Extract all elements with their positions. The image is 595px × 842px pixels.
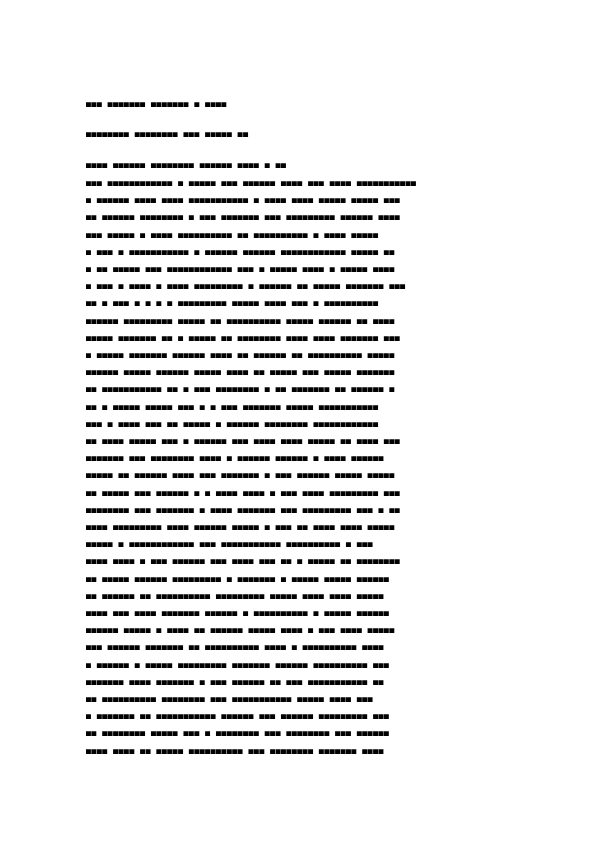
body-line: ▄ ▄▄▄ ▄ ▄▄▄▄▄▄▄▄▄▄▄ ▄ ▄▄▄▄▄▄ ▄▄▄▄▄▄ ▄▄▄▄▄▄▄▄▄▄▄▄ ▄▄▄▄▄ ▄▄	[86, 246, 395, 255]
body-line: ▄▄▄ ▄▄▄▄▄▄ ▄▄▄▄▄▄▄ ▄▄ ▄▄▄▄▄▄▄▄▄▄ ▄▄▄▄ ▄ ▄▄▄▄▄▄▄▄▄▄ ▄▄▄▄	[86, 641, 384, 650]
body-line: ▄▄▄▄▄▄▄▄ ▄▄▄ ▄▄▄▄▄▄▄ ▄ ▄▄▄▄ ▄▄▄▄▄▄▄ ▄▄▄ ▄▄▄▄▄▄▄▄▄ ▄▄▄ ▄ ▄▄	[86, 504, 401, 513]
body-line: ▄▄ ▄▄▄▄▄ ▄▄▄▄▄▄ ▄▄▄▄▄▄▄▄▄ ▄ ▄▄▄▄▄▄▄ ▄ ▄▄▄▄▄ ▄▄▄▄▄ ▄▄▄▄▄▄	[86, 573, 390, 582]
body-line: ▄▄▄▄▄▄ ▄▄▄▄▄▄▄▄▄ ▄▄▄▄▄ ▄▄ ▄▄▄▄▄▄▄▄▄▄ ▄▄▄▄▄ ▄▄▄▄▄▄ ▄▄ ▄▄▄▄	[86, 315, 395, 324]
body-line: ▄ ▄▄▄▄▄ ▄▄▄▄▄▄▄ ▄▄▄▄▄▄ ▄▄▄▄ ▄▄ ▄▄▄▄▄▄ ▄▄ ▄▄▄▄▄▄▄▄▄▄ ▄▄▄▄▄	[86, 349, 395, 358]
document-subheader: ▄▄▄▄▄▄▄▄ ▄▄▄▄▄▄▄▄ ▄▄▄ ▄▄▄▄▄ ▄▄	[86, 128, 249, 137]
body-line: ▄▄ ▄▄▄▄ ▄▄▄▄▄ ▄▄▄ ▄ ▄▄▄▄▄▄ ▄▄▄ ▄▄▄▄ ▄▄▄▄ ▄▄▄▄▄ ▄▄ ▄▄▄▄ ▄▄▄	[86, 435, 401, 444]
body-line: ▄▄▄▄▄▄▄ ▄▄▄▄ ▄▄▄▄▄▄▄ ▄ ▄▄▄ ▄▄▄▄▄▄ ▄▄ ▄▄▄ ▄▄▄▄▄▄▄▄▄▄▄ ▄▄	[86, 676, 384, 685]
body-line: ▄▄▄▄▄▄▄ ▄▄▄ ▄▄▄▄▄▄▄▄ ▄▄▄▄ ▄ ▄▄▄▄▄▄ ▄▄▄▄▄▄ ▄ ▄▄▄▄ ▄▄▄▄▄▄	[86, 452, 384, 461]
section-title: ▄▄▄▄ ▄▄▄▄▄▄ ▄▄▄▄▄▄▄▄ ▄▄▄▄▄▄ ▄▄▄▄ ▄ ▄▄	[86, 159, 287, 168]
body-line: ▄ ▄▄▄▄▄▄ ▄▄▄▄ ▄▄▄▄ ▄▄▄▄▄▄▄▄▄▄▄ ▄ ▄▄▄▄ ▄▄▄▄ ▄▄▄▄▄ ▄▄▄▄▄ ▄▄▄	[86, 194, 401, 203]
body-line: ▄▄ ▄▄▄▄▄▄ ▄▄▄▄▄▄▄▄ ▄ ▄▄▄ ▄▄▄▄▄▄▄ ▄▄▄ ▄▄▄▄▄▄▄▄▄ ▄▄▄▄▄▄ ▄▄▄▄	[86, 211, 401, 220]
body-line: ▄▄▄ ▄▄▄▄▄ ▄ ▄▄▄▄ ▄▄▄▄▄▄▄▄▄▄ ▄▄ ▄▄▄▄▄▄▄▄▄▄ ▄ ▄▄▄▄ ▄▄▄▄▄	[86, 229, 379, 238]
body-line: ▄ ▄▄▄▄▄▄ ▄ ▄▄▄▄▄ ▄▄▄▄▄▄▄▄▄ ▄▄▄▄▄▄▄ ▄▄▄▄▄▄ ▄▄▄▄▄▄▄▄▄▄ ▄▄▄	[86, 659, 390, 668]
body-line: ▄▄ ▄ ▄▄▄ ▄ ▄ ▄ ▄ ▄▄▄▄▄▄▄▄▄ ▄▄▄▄▄ ▄▄▄▄ ▄▄▄ ▄ ▄▄▄▄▄▄▄▄▄▄	[86, 297, 379, 306]
body-line: ▄▄▄ ▄ ▄▄▄▄ ▄▄▄ ▄▄ ▄▄▄▄▄ ▄ ▄▄▄▄▄▄ ▄▄▄▄▄▄▄▄ ▄▄▄▄▄▄▄▄▄▄▄▄	[86, 418, 379, 427]
body-line: ▄▄▄▄ ▄▄▄▄▄▄▄▄▄ ▄▄▄▄ ▄▄▄▄▄▄ ▄▄▄▄▄ ▄ ▄▄▄ ▄▄ ▄▄▄▄ ▄▄▄▄ ▄▄▄▄▄	[86, 521, 395, 530]
body-line: ▄▄▄▄▄ ▄ ▄▄▄▄▄▄▄▄▄▄▄▄ ▄▄▄ ▄▄▄▄▄▄▄▄▄▄▄ ▄▄▄▄▄▄▄▄▄▄ ▄ ▄▄▄	[86, 538, 374, 547]
body-line: ▄▄▄▄ ▄▄▄▄ ▄▄ ▄▄▄▄▄ ▄▄▄▄▄▄▄▄▄▄ ▄▄▄ ▄▄▄▄▄▄▄▄ ▄▄▄▄▄▄▄ ▄▄▄▄	[86, 745, 384, 754]
body-line: ▄▄ ▄ ▄▄▄▄▄ ▄▄▄▄▄ ▄▄▄ ▄ ▄ ▄▄▄ ▄▄▄▄▄▄▄ ▄▄▄▄▄ ▄▄▄▄▄▄▄▄▄▄▄	[86, 401, 379, 410]
body-line: ▄▄▄▄▄ ▄▄ ▄▄▄▄▄▄ ▄▄▄▄ ▄▄▄ ▄▄▄▄▄▄▄ ▄ ▄▄▄ ▄▄▄▄▄▄ ▄▄▄▄▄ ▄▄▄▄▄	[86, 469, 395, 478]
body-line: ▄▄▄▄▄▄ ▄▄▄▄▄ ▄ ▄▄▄▄ ▄▄ ▄▄▄▄▄▄ ▄▄▄▄▄ ▄▄▄▄ ▄ ▄▄▄ ▄▄▄▄ ▄▄▄▄▄	[86, 624, 395, 633]
document-header: ▄▄▄ ▄▄▄▄▄▄▄ ▄▄▄▄▄▄▄ ▄ ▄▄▄▄	[86, 98, 227, 107]
body-line: ▄▄▄ ▄▄▄▄▄▄▄▄▄▄▄▄ ▄ ▄▄▄▄▄ ▄▄▄ ▄▄▄▄▄▄ ▄▄▄▄ ▄▄▄ ▄▄▄▄ ▄▄▄▄▄▄▄▄▄▄▄	[86, 177, 417, 186]
body-line: ▄▄ ▄▄▄▄▄▄ ▄▄ ▄▄▄▄▄▄▄▄▄▄ ▄▄▄▄▄▄▄▄▄ ▄▄▄▄▄ ▄▄▄▄ ▄▄▄▄ ▄▄▄▄▄	[86, 590, 384, 599]
body-line: ▄ ▄▄▄▄▄▄▄ ▄▄ ▄▄▄▄▄▄▄▄▄▄▄ ▄▄▄▄▄▄ ▄▄▄ ▄▄▄▄▄▄ ▄▄▄▄▄▄▄▄▄ ▄▄▄	[86, 710, 390, 719]
body-line: ▄ ▄▄▄ ▄ ▄▄▄▄ ▄ ▄▄▄▄ ▄▄▄▄▄▄▄▄▄ ▄ ▄▄▄▄▄▄ ▄▄ ▄▄▄▄▄ ▄▄▄▄▄▄▄ ▄▄▄	[86, 280, 406, 289]
body-line: ▄▄▄▄ ▄▄▄ ▄▄▄▄ ▄▄▄▄▄▄▄ ▄▄▄▄▄▄ ▄ ▄▄▄▄▄▄▄▄▄▄ ▄ ▄▄▄▄▄ ▄▄▄▄▄▄	[86, 607, 390, 616]
body-line: ▄ ▄▄ ▄▄▄▄▄ ▄▄▄ ▄▄▄▄▄▄▄▄▄▄▄▄ ▄▄▄ ▄ ▄▄▄▄▄ ▄▄▄▄ ▄ ▄▄▄▄▄ ▄▄▄▄	[86, 263, 395, 272]
body-line: ▄▄▄▄ ▄▄▄▄ ▄ ▄▄▄ ▄▄▄▄▄▄ ▄▄▄ ▄▄▄▄ ▄▄▄ ▄▄ ▄ ▄▄▄▄▄ ▄▄ ▄▄▄▄▄▄▄▄	[86, 555, 401, 564]
body-line: ▄▄ ▄▄▄▄▄▄▄▄▄▄▄ ▄▄ ▄ ▄▄▄ ▄▄▄▄▄▄▄▄ ▄ ▄▄ ▄▄▄▄▄▄▄ ▄▄ ▄▄▄▄▄▄ ▄	[86, 383, 395, 392]
body-line: ▄▄ ▄▄▄▄▄ ▄▄▄ ▄▄▄▄▄▄ ▄ ▄ ▄▄▄▄ ▄▄▄▄ ▄ ▄▄▄ ▄▄▄▄ ▄▄▄▄▄▄▄▄▄ ▄▄▄	[86, 487, 401, 496]
body-line: ▄▄▄▄▄ ▄▄▄▄▄▄▄ ▄▄ ▄ ▄▄▄▄▄ ▄▄ ▄▄▄▄▄▄▄▄ ▄▄▄▄ ▄▄▄▄ ▄▄▄▄▄▄▄ ▄▄▄	[86, 332, 401, 341]
body-line: ▄▄▄▄▄▄ ▄▄▄▄▄ ▄▄▄▄▄▄ ▄▄▄▄▄ ▄▄▄▄ ▄▄ ▄▄▄▄▄ ▄▄▄ ▄▄▄▄▄ ▄▄▄▄▄▄▄	[86, 366, 395, 375]
body-line: ▄▄ ▄▄▄▄▄▄▄▄ ▄▄▄▄▄ ▄▄▄ ▄ ▄▄▄▄▄▄▄▄ ▄▄▄ ▄▄▄▄▄▄▄▄ ▄▄▄ ▄▄▄▄▄▄	[86, 727, 390, 736]
body-line: ▄▄ ▄▄▄▄▄▄▄▄▄▄ ▄▄▄▄▄▄▄▄ ▄▄▄ ▄▄▄▄▄▄▄▄▄▄▄ ▄▄▄▄▄ ▄▄▄▄ ▄▄▄	[86, 693, 374, 702]
